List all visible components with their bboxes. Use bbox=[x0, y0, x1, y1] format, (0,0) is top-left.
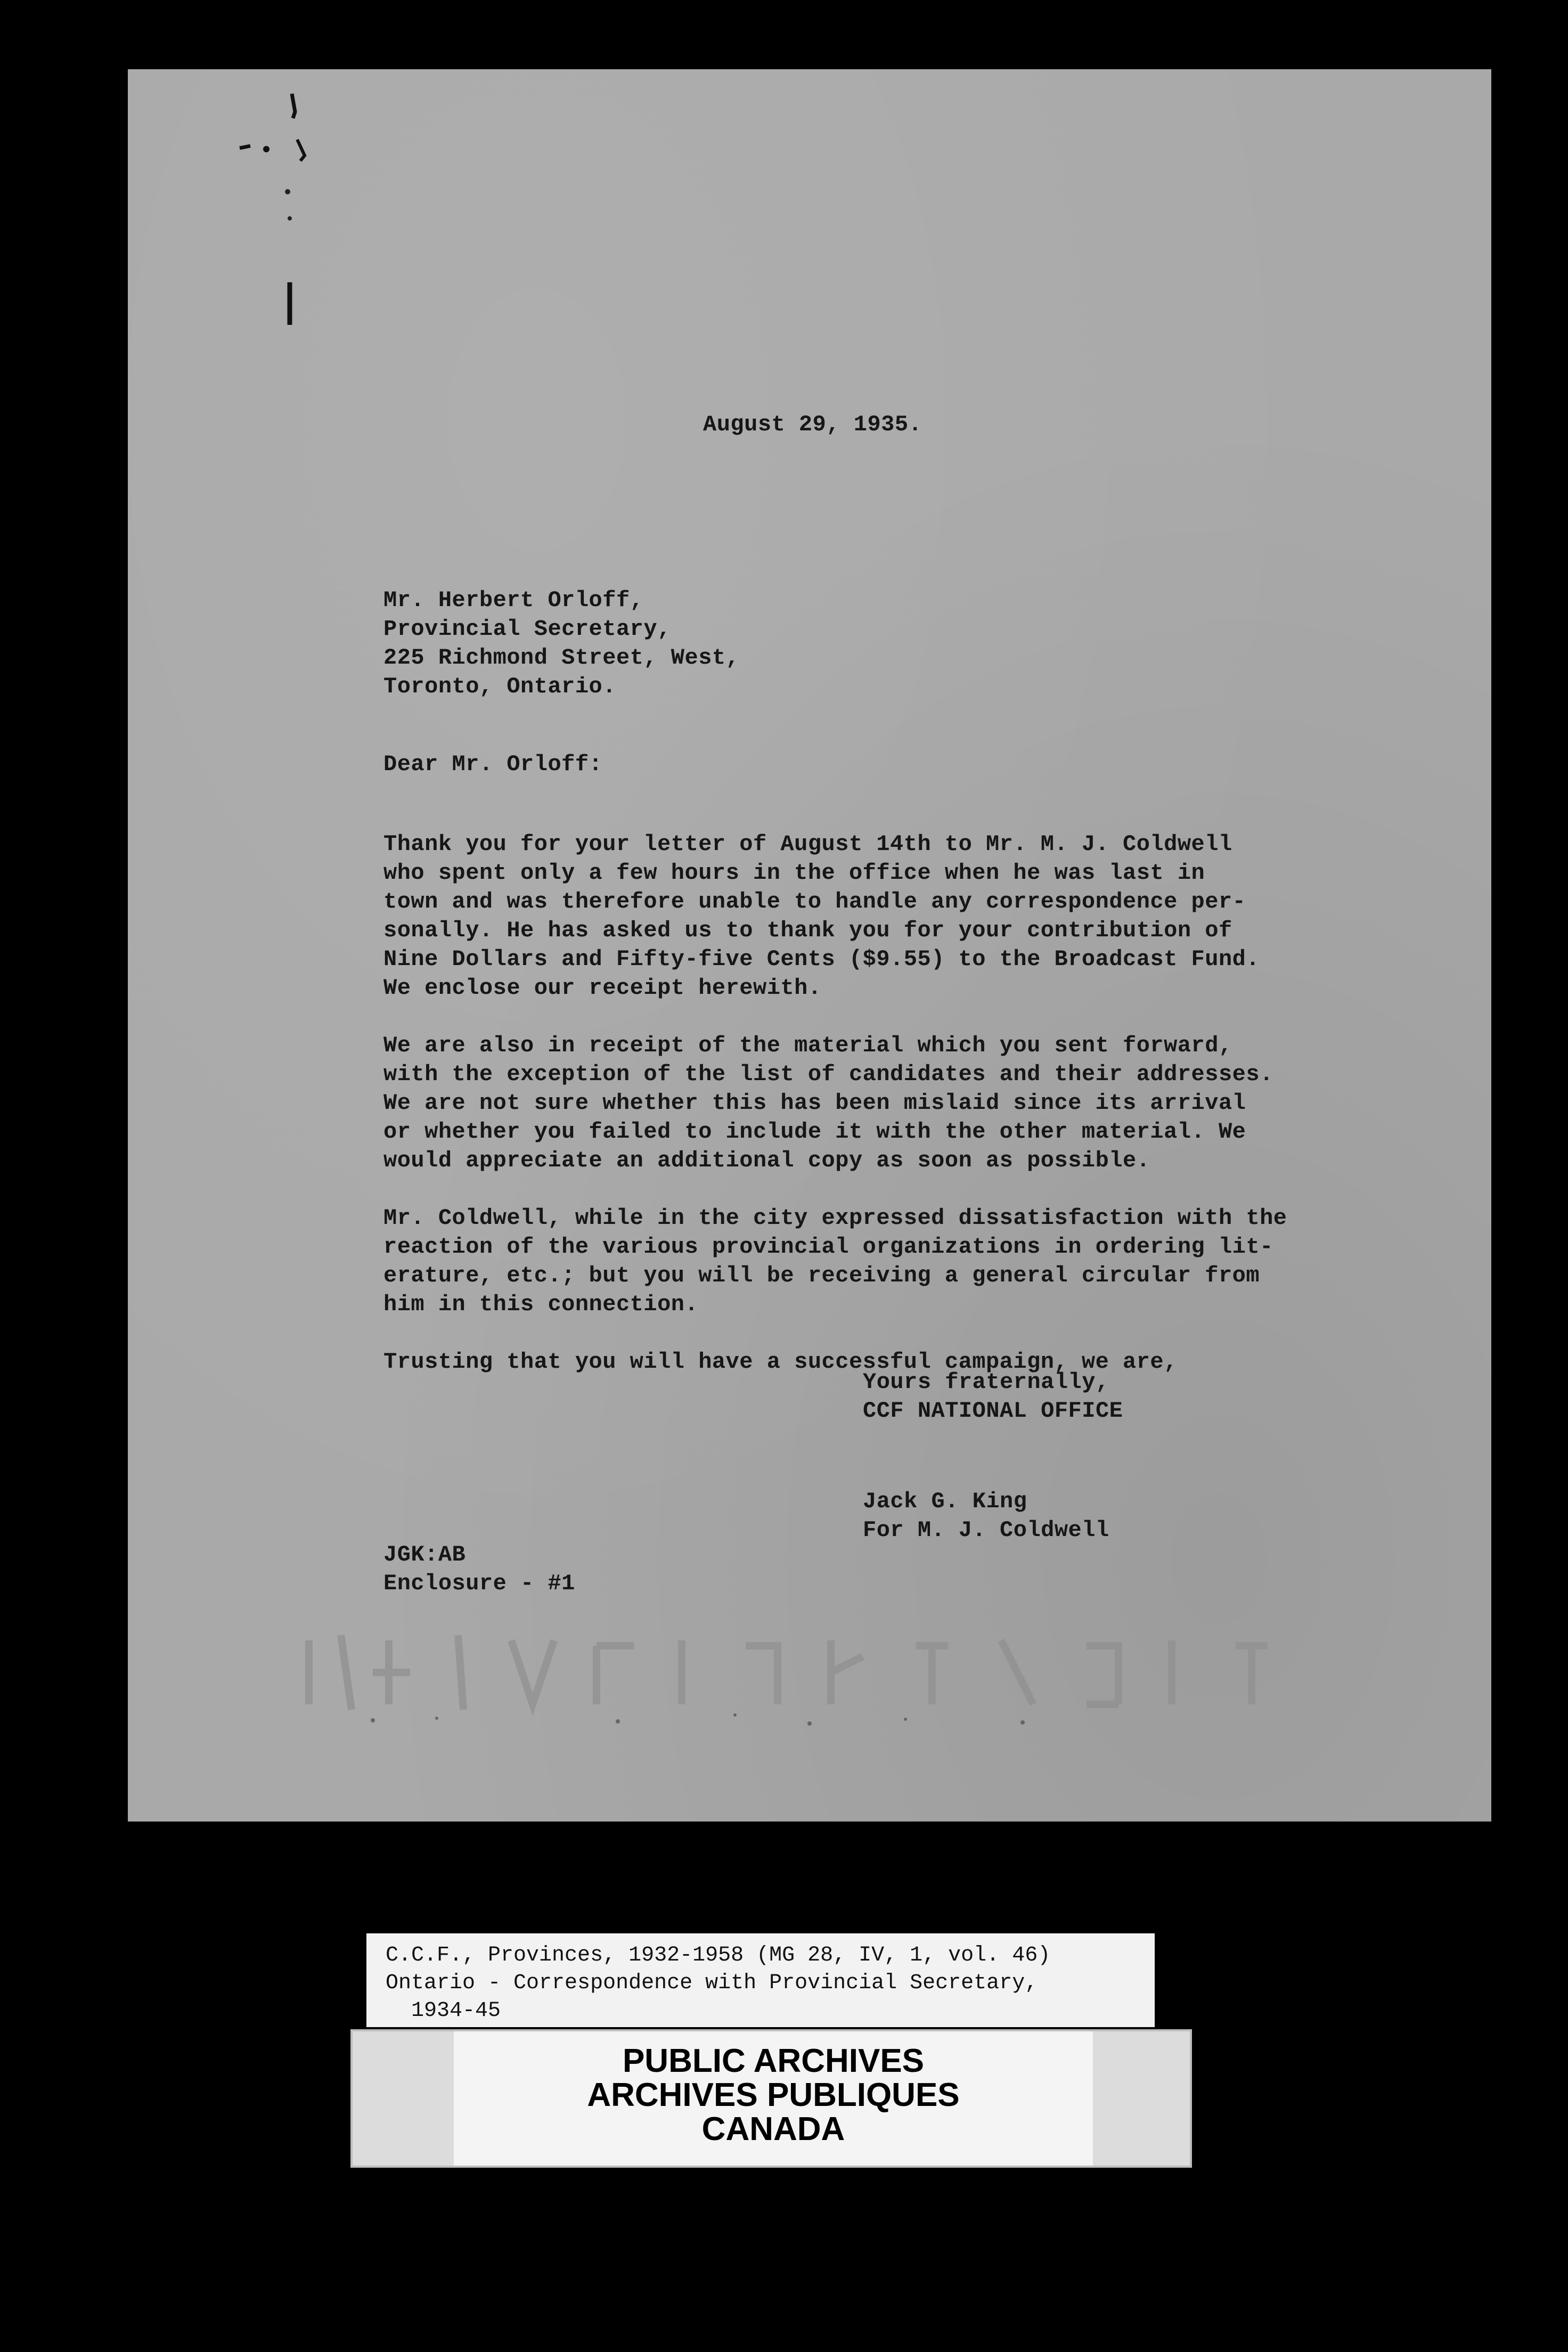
text-line: reaction of the various provincial organizations in ordering lit- bbox=[383, 1234, 1273, 1260]
stamp-line: ARCHIVES PUBLIQUES bbox=[587, 2077, 960, 2113]
text-line: Thank you for your letter of August 14th to Mr. M. J. Coldwell bbox=[383, 831, 1232, 857]
stamp-text-panel bbox=[454, 2031, 1093, 2166]
reference-line: JGK:AB bbox=[383, 1542, 466, 1567]
label-line: 1934-45 bbox=[411, 1999, 501, 2023]
salutation: Dear Mr. Orloff: bbox=[383, 752, 603, 777]
text-line: him in this connection. bbox=[383, 1292, 699, 1317]
recipient-address bbox=[383, 586, 739, 701]
letter-paragraphs bbox=[383, 830, 1287, 1405]
text-line: with the exception of the list of candidates and their addresses. bbox=[383, 1061, 1273, 1087]
address-line: Mr. Herbert Orloff, bbox=[383, 587, 644, 613]
paragraph-3 bbox=[383, 1204, 1287, 1319]
text-line: sonally. He has asked us to thank you for your contribution of bbox=[383, 918, 1232, 943]
signature-block bbox=[863, 1487, 1109, 1545]
address-line: Toronto, Ontario. bbox=[383, 674, 616, 699]
text-line: Nine Dollars and Fifty-five Cents ($9.55) to the Broadcast Fund. bbox=[383, 946, 1260, 972]
text-line: Mr. Coldwell, while in the city expressed dissatisfaction with the bbox=[383, 1205, 1287, 1231]
label-line: Ontario - Correspondence with Provincial Secretary, bbox=[386, 1971, 1038, 1995]
address-line: Provincial Secretary, bbox=[383, 616, 671, 642]
archive-reference-label bbox=[366, 1933, 1155, 2027]
archives-stamp bbox=[350, 2029, 1192, 2168]
text-line: Trusting that you will have a successful campaign, we are, bbox=[383, 1349, 1178, 1375]
closing bbox=[863, 1368, 1123, 1425]
closing-line: Yours fraternally, bbox=[863, 1369, 1109, 1395]
label-line: C.C.F., Provinces, 1932-1958 (MG 28, IV, 1, vol. 46) bbox=[386, 1943, 1051, 1967]
text-line: who spent only a few hours in the office when he was last in bbox=[383, 860, 1205, 886]
text-line: would appreciate an additional copy as soon as possible. bbox=[383, 1148, 1150, 1173]
margin-marks bbox=[234, 91, 341, 357]
closing-line: CCF NATIONAL OFFICE bbox=[863, 1398, 1123, 1424]
paragraph-2 bbox=[383, 1031, 1287, 1175]
reference-line: Enclosure - #1 bbox=[383, 1571, 575, 1596]
bleed-through-marks bbox=[213, 1624, 1385, 1742]
signature-line: Jack G. King bbox=[863, 1489, 1027, 1514]
text-line: We are also in receipt of the material which you sent forward, bbox=[383, 1033, 1232, 1058]
signature-line: For M. J. Coldwell bbox=[863, 1517, 1109, 1543]
stamp-line: CANADA bbox=[701, 2111, 845, 2147]
letter-date: August 29, 1935. bbox=[703, 412, 922, 437]
text-line: town and was therefore unable to handle any correspondence per- bbox=[383, 889, 1246, 914]
address-line: 225 Richmond Street, West, bbox=[383, 645, 740, 671]
reference-initials bbox=[383, 1540, 575, 1598]
paragraph-4 bbox=[383, 1348, 1287, 1376]
stamp-line: PUBLIC ARCHIVES bbox=[622, 2043, 925, 2079]
text-line: We enclose our receipt herewith. bbox=[383, 975, 822, 1001]
text-line: or whether you failed to include it with the other material. We bbox=[383, 1119, 1246, 1145]
paragraph-1 bbox=[383, 830, 1287, 1002]
text-line: erature, etc.; but you will be receiving a general circular from bbox=[383, 1263, 1260, 1288]
text-line: We are not sure whether this has been mislaid since its arrival bbox=[383, 1090, 1246, 1116]
